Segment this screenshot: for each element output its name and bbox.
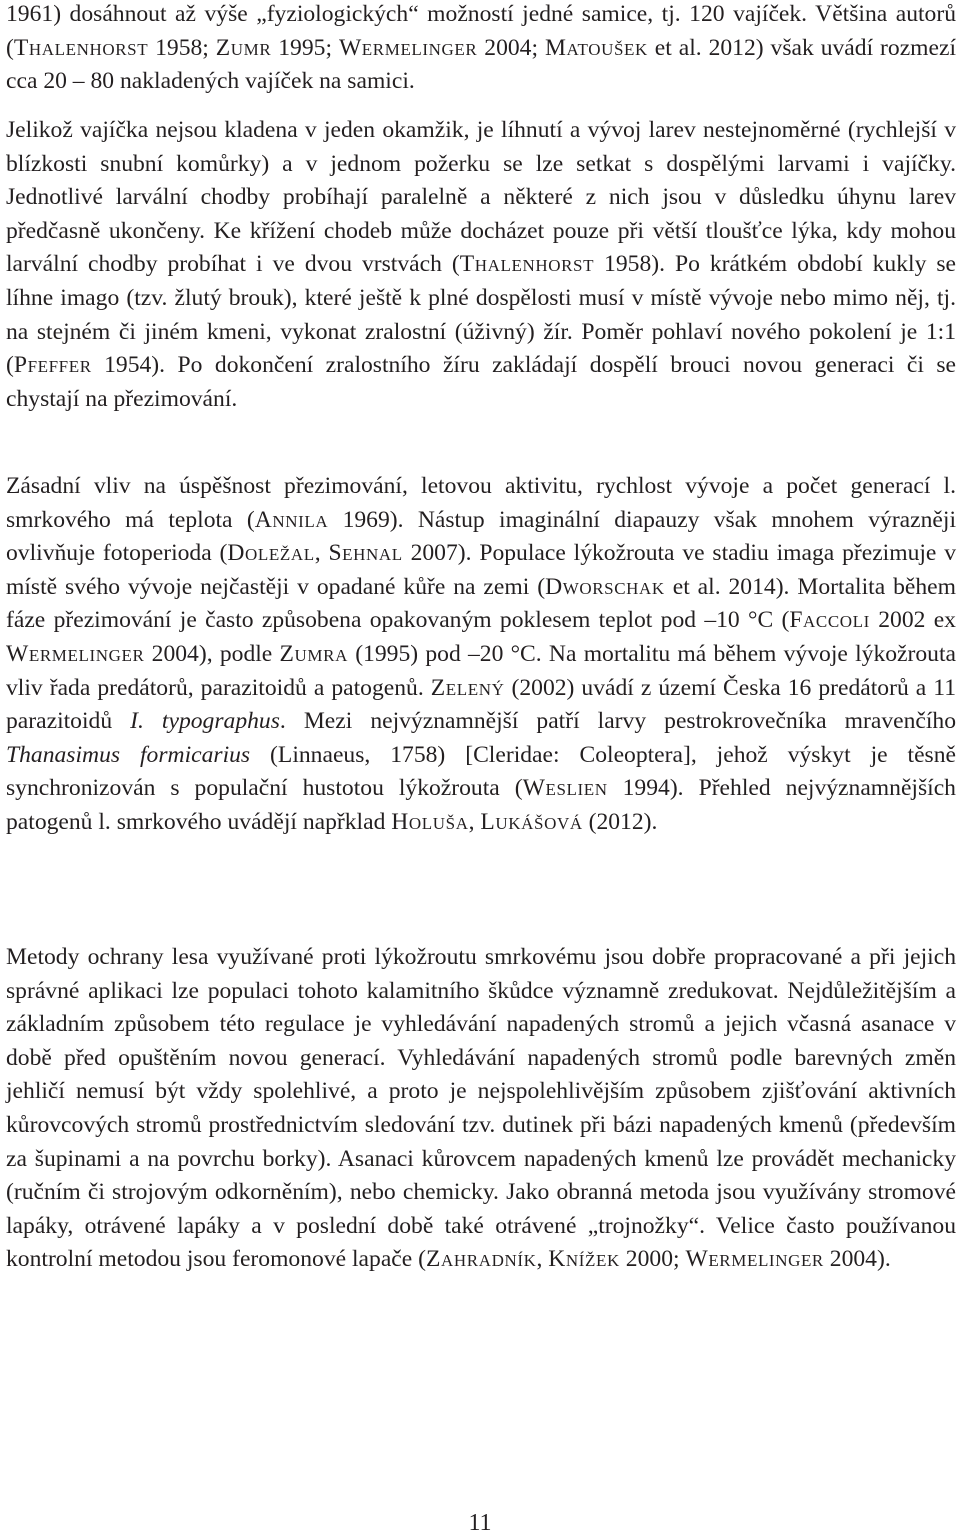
taxon-name: I. typographus <box>130 708 280 735</box>
text-run: 1954). Po dokončení zralostního žíru zakládají dospělí brouci novou generaci či se chystají na přezimování. <box>6 352 956 412</box>
text-run: 2004; <box>477 34 545 61</box>
page-number: 11 <box>468 1510 492 1536</box>
paragraph-4 <box>6 941 956 1277</box>
author-name: Annila <box>254 506 329 533</box>
text-run: Zásadní vliv na úspěšnost přezimování, letovou aktivitu, rychlost vývoje a počet generací l. smrkového má teplota ( <box>6 473 956 533</box>
text-run: Jelikož vajíčka nejsou kladena v jeden okamžik, je líhnutí a vývoj larev nestejnoměrné (rychlejší v blízkosti snubní komůrky) a v jednom požerku se lze setkat s dospělými larvami i vajíčky. Jednotlivé larvální chodby probíhají paralelně a některé z nich jsou v důsledku úhynu larev předčasně ukončeny. Ke křížení chodeb může docházet pouze při větší tloušťce lýka, kdy mohou larvální chodby probíhat i ve dvou vrstvách ( <box>6 117 956 278</box>
text-run: 2002 ex <box>869 607 956 634</box>
text-run: 2000; <box>619 1246 686 1273</box>
author-name: Wermelinger <box>6 640 145 667</box>
author-name: Wermelinger <box>685 1246 824 1273</box>
author-name: Lukášová <box>480 808 583 835</box>
author-name: Zahradník <box>426 1246 537 1273</box>
text-run: 1995; <box>271 34 339 61</box>
author-name: Dworschak <box>545 573 665 600</box>
paragraph-1 <box>6 0 956 99</box>
text-run: (Linnaeus, 1758) [Cleridae: Coleoptera], jehož výskyt je těsně synchronizován s populační hustotou lýkožrouta ( <box>6 741 957 802</box>
text-run: . Mezi nejvýznamnější patří larvy pestrokrovečníka mravenčího <box>279 708 957 735</box>
author-name: Faccoli <box>789 607 870 634</box>
author-name: Matoušek <box>544 34 648 61</box>
author-name: Pfeffer <box>13 352 92 379</box>
paragraph-2 <box>6 114 956 416</box>
author-name: Zumr <box>215 34 272 61</box>
text-run: 1958). Po krátkém období kukly se líhne imago (tzv. žlutý brouk), které ještě k plné dospělosti musí v místě vývoje nebo mimo něj, tj. na stejném či jiném kmeni, vykonat zralostní (úživný) žír. Poměr pohlaví nového pokolení je 1:1 ( <box>6 251 956 379</box>
author-name: Wermelinger <box>338 34 478 61</box>
author-name: Zelený <box>430 674 505 701</box>
author-name: Holuša <box>391 808 469 835</box>
text-run: , <box>468 808 481 835</box>
author-name: Zumra <box>279 640 348 667</box>
taxon-name: Thanasimus formicarius <box>6 741 251 768</box>
text-run: 1958; <box>148 34 216 61</box>
text-run: 2004). <box>823 1246 891 1273</box>
text-run: et al. 2012) však uvádí rozmezí cca 20 – 80 nakladených vajíček na samici. <box>6 34 957 95</box>
text-run: Metody ochrany lesa využívané proti lýkožroutu smrkovému jsou dobře propracované a při jejich správné aplikaci lze populaci tohoto kalamitního škůdce významně zredukovat. Nejdůležitějším a základním způsobem této regulace je vyhledávání napadených stromů a jejich včasná asanace v době před opuštěním novou generací. Vyhledávání napadených stromů podle barevných změn jehličí nemusí být vždy spolehlivé, a proto je nejspolehlivějším způsobem zjišťování aktivních kůrovcových stromů prostřednictvím sledování tzv. dutinek při bázi napadených kmenů (především za šupinami a na povrchu borky). Asanaci kůrovcem napadených kmenů lze provádět mechanicky (ručním či strojovým odkorněním), nebo chemicky. Jako obranná metoda jsou využívány stromové lapáky, otrávené lapáky a v poslední době také otrávené „trojnožky“. Velice často používanou kontrolní metodou jsou feromonové lapače ( <box>6 944 956 1273</box>
text-run: 2007). Populace lýkožrouta ve stadiu imaga přezimuje v místě svého vývoje nejčastěji v opadané kůře na zemi ( <box>6 540 957 600</box>
author-name: Doležal <box>227 540 315 567</box>
author-name: Knížek <box>548 1246 620 1273</box>
text-run: et al. 2014). Mortalita během fáze přezimování je často způsobena opakovaným poklesem teplot pod –10 °C ( <box>6 573 956 634</box>
paragraph-3 <box>6 470 956 840</box>
text-run: , <box>536 1246 549 1273</box>
author-name: Thalenhorst <box>13 34 149 61</box>
text-run: 2004), podle <box>144 640 280 667</box>
author-name: Sehnal <box>328 540 403 567</box>
text-run: (2012). <box>582 808 658 835</box>
author-name: Thalenhorst <box>459 251 595 278</box>
text-run: 1961) dosáhnout až výše „fyziologických“ možností jedné samice, tj. 120 vajíček. Většina autorů ( <box>6 1 956 61</box>
text-run: , <box>314 540 329 567</box>
text-run: 1969). Nástup imaginální diapauzy však mnohem výrazněji ovlivňuje fotoperioda ( <box>6 506 956 567</box>
text-run: 1994). Přehled nejvýznamnějších patogenů l. smrkového uvádějí napřklad <box>6 775 956 835</box>
text-run: (1995) pod –20 °C. Na mortalitu má během vývoje lýkožrouta vliv řada predátorů, parazitoidů a patogenů. <box>6 640 956 701</box>
author-name: Weslien <box>522 775 608 802</box>
text-run: (2002) uvádí z území Česka 16 predátorů a 11 parazitoidů <box>6 674 956 735</box>
